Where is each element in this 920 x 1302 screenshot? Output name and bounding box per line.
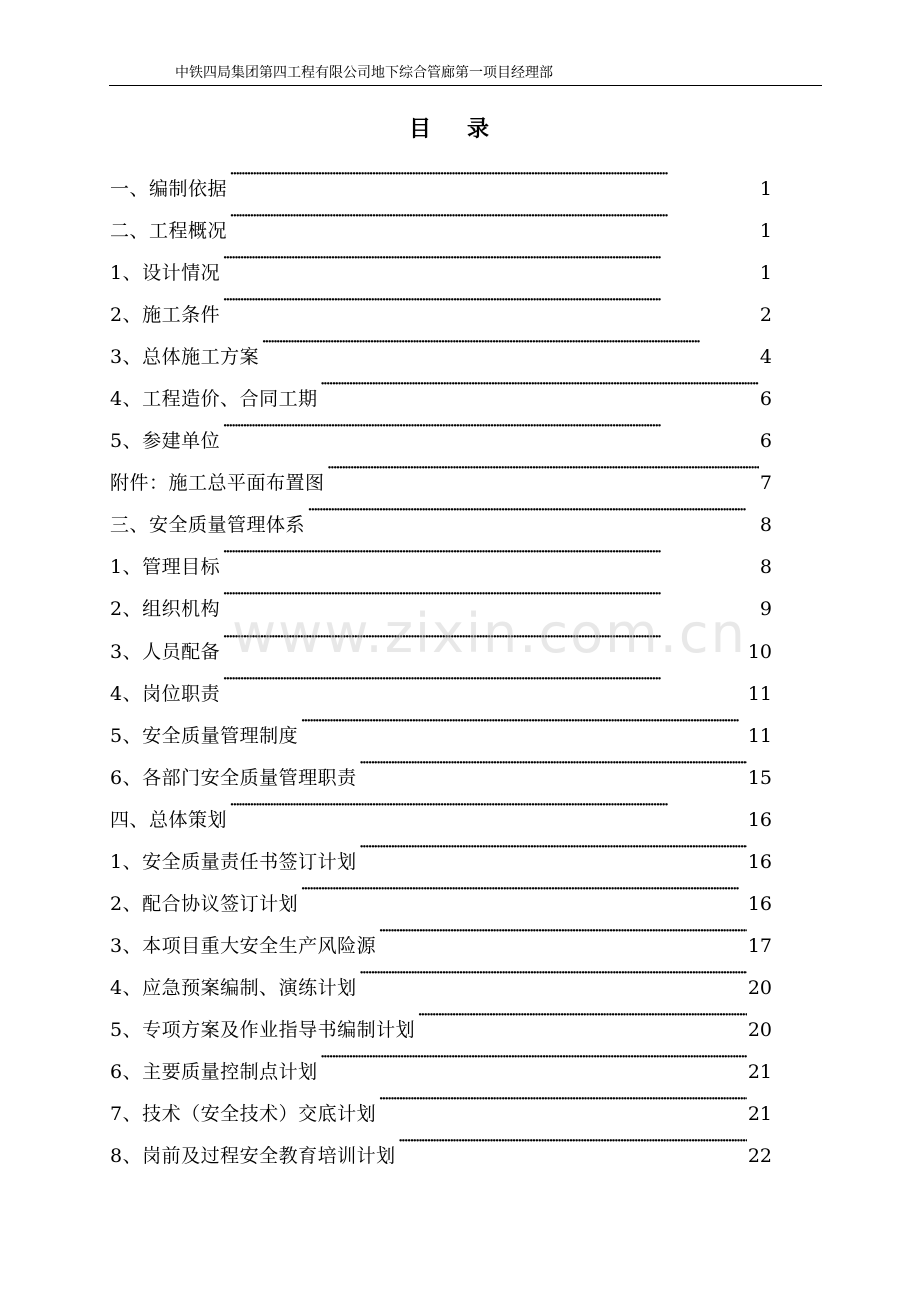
toc-entry-label: 6、主要质量控制点计划 xyxy=(110,1060,318,1083)
toc-entry-page: 22 xyxy=(747,1145,772,1168)
toc-entry-page: 1 xyxy=(759,220,772,243)
toc-entry-label: 4、工程造价、合同工期 xyxy=(110,388,318,411)
document-title: 目录 xyxy=(408,116,525,142)
toc-entry-page: 21 xyxy=(747,1060,772,1083)
watermark: www.zixin.com.cn xyxy=(232,602,747,665)
toc-entry-page: 16 xyxy=(747,892,772,915)
toc-entry-label: 2、配合协议签订计划 xyxy=(110,892,299,915)
page-header-organization: 中铁四局集团第四工程有限公司地下综合管廊第一项目经理部 xyxy=(175,65,553,81)
toc-entry-page: 20 xyxy=(747,976,772,999)
toc-entry-label: 3、人员配备 xyxy=(110,640,221,663)
toc-entry-label: 四、总体策划 xyxy=(110,808,228,831)
toc-entry-label: 7、技术（安全技术）交底计划 xyxy=(110,1103,377,1126)
toc-entry-label: 1、安全质量责任书签订计划 xyxy=(110,850,357,873)
toc-entry-page: 21 xyxy=(747,1103,772,1126)
toc-dot-leader xyxy=(359,952,747,994)
toc-dot-leader xyxy=(359,742,747,784)
toc-dot-leader xyxy=(327,447,759,489)
toc-dot-leader xyxy=(222,616,747,658)
toc-entry-page: 1 xyxy=(759,262,772,285)
toc-entry-label: 附件：施工总平面布置图 xyxy=(110,472,325,495)
toc-dot-leader xyxy=(307,489,759,531)
toc-entry-label: 1、设计情况 xyxy=(110,262,221,285)
toc-entry-page: 11 xyxy=(747,682,772,705)
toc-entry-page: 6 xyxy=(759,430,772,453)
toc-dot-leader xyxy=(229,153,759,195)
toc-dot-leader xyxy=(417,994,747,1036)
toc-dot-leader xyxy=(398,1120,747,1162)
toc-dot-leader xyxy=(222,658,747,700)
toc-dot-leader xyxy=(378,910,747,952)
table-of-contents xyxy=(110,153,772,1168)
toc-entry-label: 3、总体施工方案 xyxy=(110,346,260,369)
toc-dot-leader xyxy=(222,279,759,321)
toc-entry-page: 17 xyxy=(747,934,772,957)
toc-dot-leader xyxy=(359,826,747,868)
toc-entry-page: 6 xyxy=(759,388,772,411)
toc-entry-label: 8、岗前及过程安全教育培训计划 xyxy=(110,1145,396,1168)
toc-dot-leader xyxy=(300,868,747,910)
toc-dot-leader xyxy=(222,573,759,615)
toc-entry-page: 16 xyxy=(747,808,772,831)
toc-entry-label: 3、本项目重大安全生产风险源 xyxy=(110,934,377,957)
toc-entry-label: 二、工程概况 xyxy=(110,220,228,243)
toc-entry-label: 2、组织机构 xyxy=(110,598,221,621)
toc-dot-leader xyxy=(320,363,759,405)
toc-dot-leader xyxy=(222,237,759,279)
toc-dot-leader xyxy=(261,321,759,363)
header-divider xyxy=(109,85,822,86)
toc-entry-label: 5、专项方案及作业指导书编制计划 xyxy=(110,1018,416,1041)
toc-entry-page: 8 xyxy=(759,556,772,579)
toc-entry-page: 9 xyxy=(759,598,772,621)
toc-entry-page: 15 xyxy=(747,766,772,789)
toc-dot-leader xyxy=(378,1078,747,1120)
toc-entry-label: 4、岗位职责 xyxy=(110,682,221,705)
toc-entry-page: 1 xyxy=(759,178,772,200)
toc-dot-leader xyxy=(300,700,747,742)
toc-entry-label: 4、应急预案编制、演练计划 xyxy=(110,976,357,999)
toc-entry-label: 一、编制依据 xyxy=(110,178,228,200)
toc-entry-page: 16 xyxy=(747,850,772,873)
toc-entry[interactable] xyxy=(110,153,772,200)
toc-entry-label: 2、施工条件 xyxy=(110,304,221,327)
toc-entry-page: 8 xyxy=(759,514,772,537)
toc-entry-page: 4 xyxy=(759,346,772,369)
toc-entry-label: 5、安全质量管理制度 xyxy=(110,724,299,747)
toc-dot-leader xyxy=(320,1036,747,1078)
toc-entry-page: 10 xyxy=(747,640,772,663)
toc-entry-label: 6、各部门安全质量管理职责 xyxy=(110,766,357,789)
toc-dot-leader xyxy=(222,531,759,573)
toc-dot-leader xyxy=(229,784,747,826)
toc-entry-page: 11 xyxy=(747,724,772,747)
toc-entry-label: 1、管理目标 xyxy=(110,556,221,579)
toc-dot-leader xyxy=(229,195,759,237)
toc-entry-page: 2 xyxy=(759,304,772,327)
toc-entry-label: 三、安全质量管理体系 xyxy=(110,514,306,537)
toc-entry-page: 7 xyxy=(759,472,772,495)
toc-entry-label: 5、参建单位 xyxy=(110,430,221,453)
toc-entry-page: 20 xyxy=(747,1018,772,1041)
toc-dot-leader xyxy=(222,405,759,447)
